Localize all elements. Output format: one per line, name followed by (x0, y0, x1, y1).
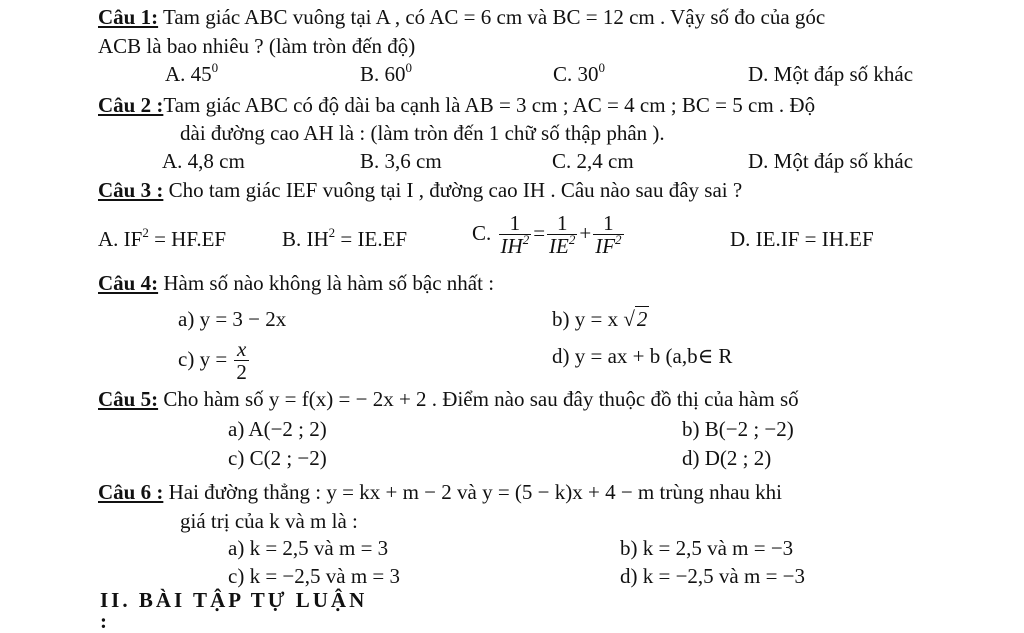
q6-text-2: giá trị của k và m là : (180, 509, 358, 533)
q3-option-d: D. IE.IF = IH.EF (730, 227, 874, 251)
q2-label: Câu 2 : (98, 93, 164, 117)
q6-option-a: a) k = 2,5 và m = 3 (228, 536, 389, 560)
q2-text-1: Tam giác ABC có độ dài ba cạnh là AB = 3 cm ; AC = 4 cm ; BC = 5 cm . Độ (163, 93, 816, 117)
q4-option-a: a) y = 3 − 2x (178, 307, 287, 331)
q5-line-1 (98, 389, 799, 410)
q4-option-c: c) y = $\frac{x}{2}$ (178, 337, 247, 385)
q5-text-1: Cho hàm số y = f(x) = − 2x + 2 . Điểm nào sau đây thuộc đồ thị của hàm số (163, 387, 799, 411)
q3-option-c: C. $\frac{1}{IH^2}$ = $\frac{1}{IE^2}$ + $\frac{1}{IF^2}$ (472, 211, 622, 259)
q4-option-d: d) y = ax + b (a,b∈ R (552, 344, 733, 368)
q5-label: Câu 5: (98, 387, 159, 411)
q2-option-d: D. Một đáp số khác (748, 149, 914, 173)
q6-option-c: c) k = −2,5 và m = 3 (228, 564, 400, 588)
q3-option-a: A. $IF^2 = HF.EF$ (98, 225, 227, 251)
q1-line-1 (98, 7, 825, 28)
q6-line-1 (98, 482, 782, 503)
q6-label: Câu 6 : (98, 480, 164, 504)
q3-fraction-3: $\frac{1}{IF^2}$ (595, 211, 622, 259)
q1-text-1: Tam giác ABC vuông tại A , có AC = 6 cm và BC = 12 cm . Vậy số đo của góc (162, 5, 826, 29)
q5-option-a: a) A(−2 ; 2) (228, 417, 327, 441)
q5-option-c: c) C(2 ; −2) (228, 446, 327, 470)
q3-text-1: Cho tam giác IEF vuông tại I , đường cao IH . Câu nào sau đây sai ? (168, 178, 743, 202)
q2-text-2: dài đường cao AH là : (làm tròn đến 1 chữ số thập phân ). (180, 121, 665, 145)
q2-line-1 (98, 95, 815, 116)
q3-option-b: B. $IH^2 = IE.EF$ (282, 225, 408, 251)
q1-option-c: C. $30^0$ (553, 60, 606, 86)
q1-text-2: ACB là bao nhiêu ? (làm tròn đến độ) (98, 34, 416, 58)
q2-option-c: C. 2,4 cm (552, 149, 634, 173)
q6-option-d: d) k = −2,5 và m = −3 (620, 564, 806, 588)
q1-option-a: A. $45^0$ (165, 60, 219, 86)
q4-option-b: b) y = x √2 (552, 307, 648, 331)
q4-line-1 (98, 273, 494, 294)
q5-option-b: b) B(−2 ; −2) (682, 417, 794, 441)
q4-label: Câu 4: (98, 271, 159, 295)
q3-label: Câu 3 : (98, 178, 164, 202)
q4-text-1: Hàm số nào không là hàm số bậc nhất : (163, 271, 495, 295)
q3-fraction-1: $\frac{1}{IH^2}$ (500, 211, 530, 259)
q2-option-b: B. 3,6 cm (360, 149, 442, 173)
q1-option-d: D. Một đáp số khác (748, 62, 914, 86)
q1-label: Câu 1: (98, 5, 159, 29)
section-heading-cut: II. BÀI TẬP TỰ LUẬN : (100, 588, 368, 633)
q3-fraction-2: $\frac{1}{IE^2}$ (549, 211, 576, 259)
q5-option-d: d) D(2 ; 2) (682, 446, 772, 470)
q1-option-b: B. $60^0$ (360, 60, 413, 86)
q6-option-b: b) k = 2,5 và m = −3 (620, 536, 794, 560)
q6-text-1: Hai đường thẳng : y = kx + m − 2 và y = (5 − k)x + 4 − m trùng nhau khi (168, 480, 783, 504)
q2-option-a: A. 4,8 cm (162, 149, 245, 173)
q3-line-1 (98, 180, 742, 201)
